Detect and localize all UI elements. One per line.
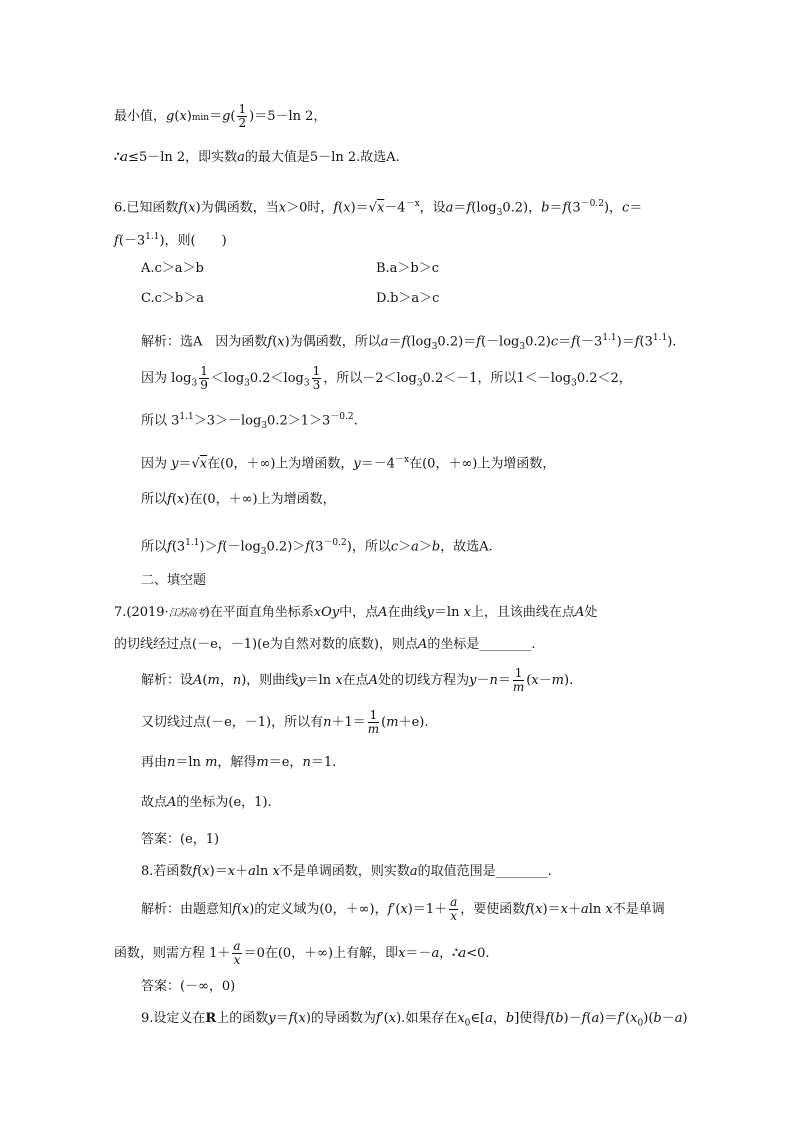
answer-7: 答案：(e，1): [141, 832, 220, 847]
section-heading: 二、填空题: [141, 573, 207, 588]
solution-7-line-1: 解析：设A(m，n)，则曲线y＝ln x在点A处的切线方程为y－n＝ $\frac{1}{m}$ (x－m).: [141, 666, 574, 694]
solution-6-line-4: 因为 y＝√x在(0，＋∞)上为增函数，$y=-4^{-x}$在(0，＋∞)上为增函数，: [141, 455, 556, 472]
question-7-line-1: 7.(2019·江苏高考)在平面直角坐标系xOy中，点A在曲线y＝ln x上，且该曲线在点A处: [114, 605, 598, 620]
line-1: 最小值，g(x)min＝g( $\frac{1}{2}$ )＝5－ln 2，: [114, 102, 327, 130]
line-2: ∴a≤5－ln 2，即实数a的最大值是5－ln 2.故选A.: [114, 150, 400, 165]
solution-8-line-2: 函数，则需方程 1＋ $\frac{a}{x}$ ＝0在(0，＋∞)上有解，即x＝－a，∴a<0.: [114, 939, 490, 967]
option-b: B.a＞b＞c: [376, 261, 440, 276]
question-6-line-1: 6.已知函数f(x)为偶函数，当x＞0时，$f(x)=√x-4^{-x}$，设$a=f(\log_30.2)$，$b=f(3^{-0.2})$，c＝: [114, 199, 643, 218]
solution-7-line-3: 再由n＝ln m，解得m＝e，n＝1.: [141, 755, 337, 770]
solution-8-line-1: 解析：由题意知f(x)的定义域为(0，＋∞)，f′(x)＝1＋ $\frac{a}{x}$ ，要使函数f(x)＝x＋aln x不是单调: [141, 895, 665, 923]
solution-6-line-2: 因为 $\log_3$ $\frac{1}{9}$ $<\log_30.2<\log_3$ $\frac{1}{3}$ ，所以$-2<\log_30.2<-1$，所以$1<-\log_30.2<2$，: [141, 364, 632, 392]
option-a: A.c＞a＞b: [141, 261, 204, 276]
solution-6-line-3: 所以 $3^{1.1}>3>-\log_30.2>1>3^{-0.2}$.: [141, 412, 358, 431]
fraction: $\frac{1}{2}$: [238, 102, 247, 130]
solution-7-line-4: 故点A的坐标为(e，1).: [141, 795, 272, 810]
question-8: 8.若函数f(x)＝x＋aln x不是单调函数，则实数a的取值范围是________.: [141, 864, 552, 879]
solution-6-line-1: 解析：选A 因为函数f(x)为偶函数，所以$a=f(\log_30.2)=f(-\log_30.2)c=f(-3^{1.1})=f(3^{1.1})$.: [141, 333, 677, 352]
option-d: D.b＞a＞c: [376, 291, 440, 306]
question-7-line-2: 的切线经过点(－e，－1)(e为自然对数的底数)，则点A的坐标是________.: [114, 637, 536, 652]
solution-6-line-5: 所以f(x)在(0，＋∞)上为增函数，: [141, 492, 336, 507]
solution-6-line-6: 所以$f(3^{1.1})>f(-\log_30.2)>f(3^{-0.2})$，所以c＞a＞b，故选A.: [141, 538, 493, 557]
answer-8: 答案：(－∞，0): [141, 979, 236, 994]
question-6-line-2: $f(-3^{1.1})$，则( ): [114, 232, 227, 249]
solution-7-line-2: 又切线过点(－e，－1)，所以有n＋1＝ $\frac{1}{m}$ (m＋e).: [141, 708, 429, 736]
option-c: C.c＞b＞a: [141, 291, 204, 306]
question-9: 9.设定义在R上的函数y＝f(x)的导函数为f′(x).如果存在$x_0\in[a$，b]使得$f(b)-f(a)=f'(x_0)(b-a)$: [141, 1011, 688, 1029]
options-row-2: [141, 286, 713, 312]
options-row-1: [141, 256, 713, 282]
